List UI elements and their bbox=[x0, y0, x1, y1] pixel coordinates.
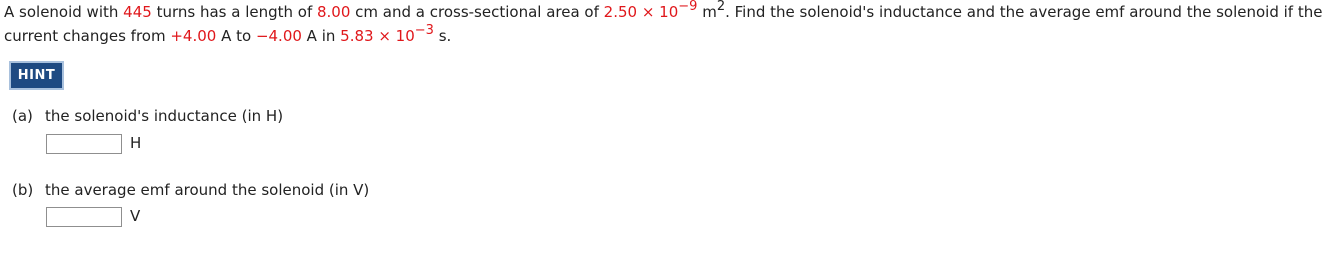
problem-text: A solenoid with bbox=[4, 3, 124, 21]
problem-line-2 bbox=[4, 24, 1196, 49]
current-to-value: −4.00 bbox=[255, 27, 302, 45]
problem-text: A to bbox=[216, 27, 256, 45]
inductance-unit: H bbox=[130, 134, 142, 152]
turns-value: 445 bbox=[123, 3, 152, 21]
part-prompt: the solenoid's inductance (in H) bbox=[45, 107, 284, 125]
part-a-label bbox=[12, 107, 283, 125]
problem-statement bbox=[4, 0, 1322, 49]
time-times-ten: × 10 bbox=[373, 27, 415, 45]
inductance-answer-input[interactable] bbox=[46, 134, 122, 154]
problem-text: current changes from bbox=[4, 27, 171, 45]
area-exponent: −9 bbox=[678, 0, 698, 14]
area-value: 2.50 bbox=[603, 3, 638, 21]
time-exponent: −3 bbox=[414, 23, 434, 38]
current-from-value: +4.00 bbox=[170, 27, 217, 45]
problem-text: . Find the solenoid's inductance and the average emf around the solenoid if the bbox=[725, 3, 1322, 21]
problem-text: s. bbox=[433, 27, 452, 45]
problem-text: turns has a length of bbox=[151, 3, 317, 21]
problem-text: m bbox=[697, 3, 717, 21]
part-prompt: the average emf around the solenoid (in V) bbox=[45, 181, 370, 199]
length-value: 8.00 bbox=[317, 3, 351, 21]
hint-button[interactable]: HINT bbox=[9, 61, 64, 90]
part-letter: (b) bbox=[12, 181, 34, 199]
area-times-ten: × 10 bbox=[637, 3, 679, 21]
area-unit-exponent: 2 bbox=[716, 0, 726, 14]
emf-answer-input[interactable] bbox=[46, 207, 122, 227]
problem-line-1 bbox=[4, 0, 1322, 25]
problem-text: A in bbox=[301, 27, 341, 45]
part-letter: (a) bbox=[12, 107, 33, 125]
emf-unit: V bbox=[130, 207, 141, 225]
part-b-label bbox=[12, 181, 369, 199]
problem-text: cm and a cross-sectional area of bbox=[350, 3, 604, 21]
time-value: 5.83 bbox=[340, 27, 374, 45]
